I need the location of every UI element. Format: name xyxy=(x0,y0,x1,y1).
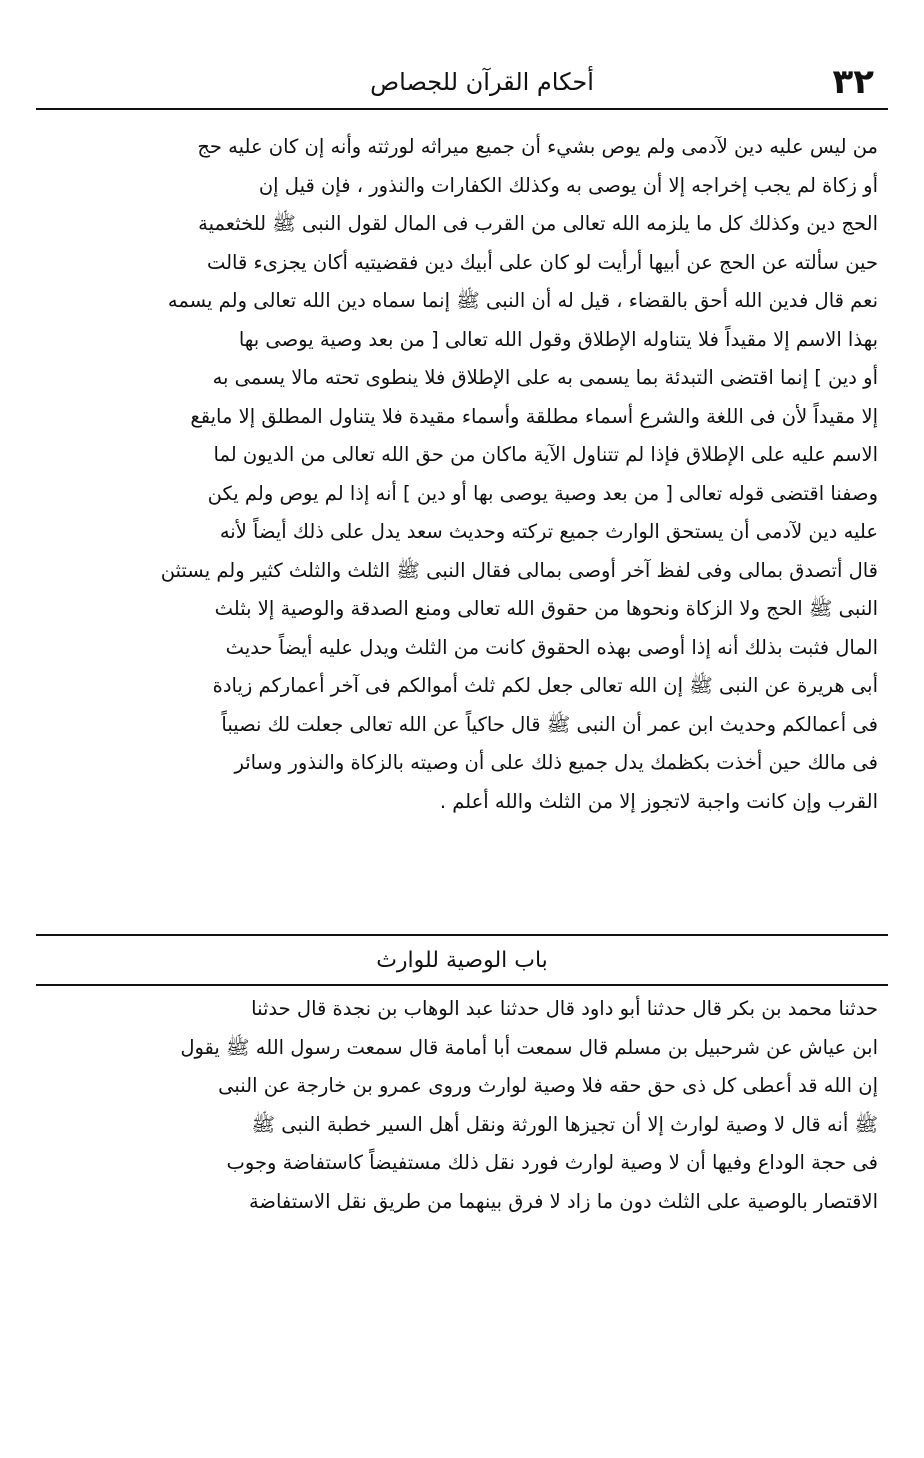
text-line: نعم قال فدين الله أحق بالقضاء ، قيل له أن النبى ﷺ إنما سماه دين الله تعالى ولم يسمه xyxy=(167,289,878,312)
section-rule-top xyxy=(36,934,888,936)
text-line: المال فثبت بذلك أنه إذا أوصى بهذه الحقوق كانت من الثلث ويدل عليه أيضاً حديث xyxy=(225,635,878,659)
text-line: الحج دين وكذلك كل ما يلزمه الله تعالى من القرب فى المال لقول النبى ﷺ للخثعمية xyxy=(198,212,878,235)
section-heading: باب الوصية للوارث xyxy=(376,948,548,973)
header-rule xyxy=(36,108,888,110)
text-line: بهذا الاسم إلا مقيداً فلا يتناوله الإطلاق وقول الله تعالى [ من بعد وصية يوصى بها xyxy=(238,327,878,351)
page-number: ٣٢ xyxy=(832,62,874,102)
text-line: من ليس عليه دين لآدمى ولم يوص بشيء أن جميع ميراثه لورثته وأنه إن كان عليه حج xyxy=(197,135,878,158)
text-line: وصفنا اقتضى قوله تعالى [ من بعد وصية يوصى بها أو دين ] أنه إذا لم يوص ولم يكن xyxy=(207,481,878,505)
text-line: أو دين ] إنما اقتضى التبدئة بما يسمى به على الإطلاق فلا ينطوى تحته مالا يسمى به xyxy=(212,366,878,389)
text-line: فى أعمالكم وحديث ابن عمر أن النبى ﷺ قال حاكياً عن الله تعالى جعلت لك نصيباً xyxy=(221,712,878,736)
text-line: الاقتصار بالوصية على الثلث دون ما زاد لا فرق بينهما من طريق نقل الاستفاضة xyxy=(248,1189,878,1213)
text-line: فى مالك حين أخذت بكظمك يدل جميع ذلك على أن وصيته بالزكاة والنذور وسائر xyxy=(234,751,878,774)
section-text xyxy=(36,990,878,1221)
text-line: عليه دين لآدمى أن يستحق الوارث جميع تركته وحديث سعد يدل على ذلك أيضاً لأنه xyxy=(219,520,878,543)
text-line: ﷺ أنه قال لا وصية لوارث إلا أن تجيزها الورثة ونقل أهل السير خطبة النبى ﷺ xyxy=(251,1112,878,1136)
text-line: قال أتصدق بمالى وفى لفظ آخر أوصى بمالى فقال النبى ﷺ الثلث والثلث كثير ولم يستثن xyxy=(160,558,878,582)
text-line: إن الله قد أعطى كل ذى حق حقه فلا وصية لوارث وروى عمرو بن خارجة عن النبى xyxy=(218,1074,878,1097)
text-line: النبى ﷺ الحج ولا الزكاة ونحوها من حقوق الله تعالى ومنع الصدقة والوصية إلا بثلث xyxy=(214,597,878,620)
text-line: ابن عياش عن شرحبيل بن مسلم قال سمعت أبا أمامة قال سمعت رسول الله ﷺ يقول xyxy=(180,1035,878,1059)
main-text xyxy=(36,128,878,821)
text-line: حين سألته عن الحج عن أبيها أرأيت لو كان على أبيك دين فقضيتيه أكان يجزىء قالت xyxy=(206,250,878,274)
running-title: أحكام القرآن للجصاص xyxy=(370,68,594,96)
text-line: أو زكاة لم يجب إخراجه إلا أن يوصى به وكذلك الكفارات والنذور ، فإن قيل إن xyxy=(258,173,878,197)
text-line: إلا مقيداً لأن فى اللغة والشرع أسماء مطلقة وأسماء مقيدة فلا يتناول المطلق إلا مايقع xyxy=(190,404,878,428)
text-line: الاسم عليه على الإطلاق فإذا لم تتناول الآية ماكان من حق الله تعالى من الديون لما xyxy=(213,443,878,466)
section-rule-bottom xyxy=(36,984,888,986)
text-line: فى حجة الوداع وفيها أن لا وصية لوارث فورد نقل ذلك مستفيضاً كاستفاضة وجوب xyxy=(226,1151,878,1174)
text-line: القرب وإن كانت واجبة لاتجوز إلا من الثلث والله أعلم . xyxy=(439,789,878,813)
text-line: أبى هريرة عن النبى ﷺ إن الله تعالى جعل لكم ثلث أموالكم فى آخر أعماركم زيادة xyxy=(212,674,878,697)
text-line: حدثنا محمد بن بكر قال حدثنا أبو داود قال حدثنا عبد الوهاب بن نجدة قال حدثنا xyxy=(251,997,878,1020)
page-header xyxy=(36,58,888,114)
